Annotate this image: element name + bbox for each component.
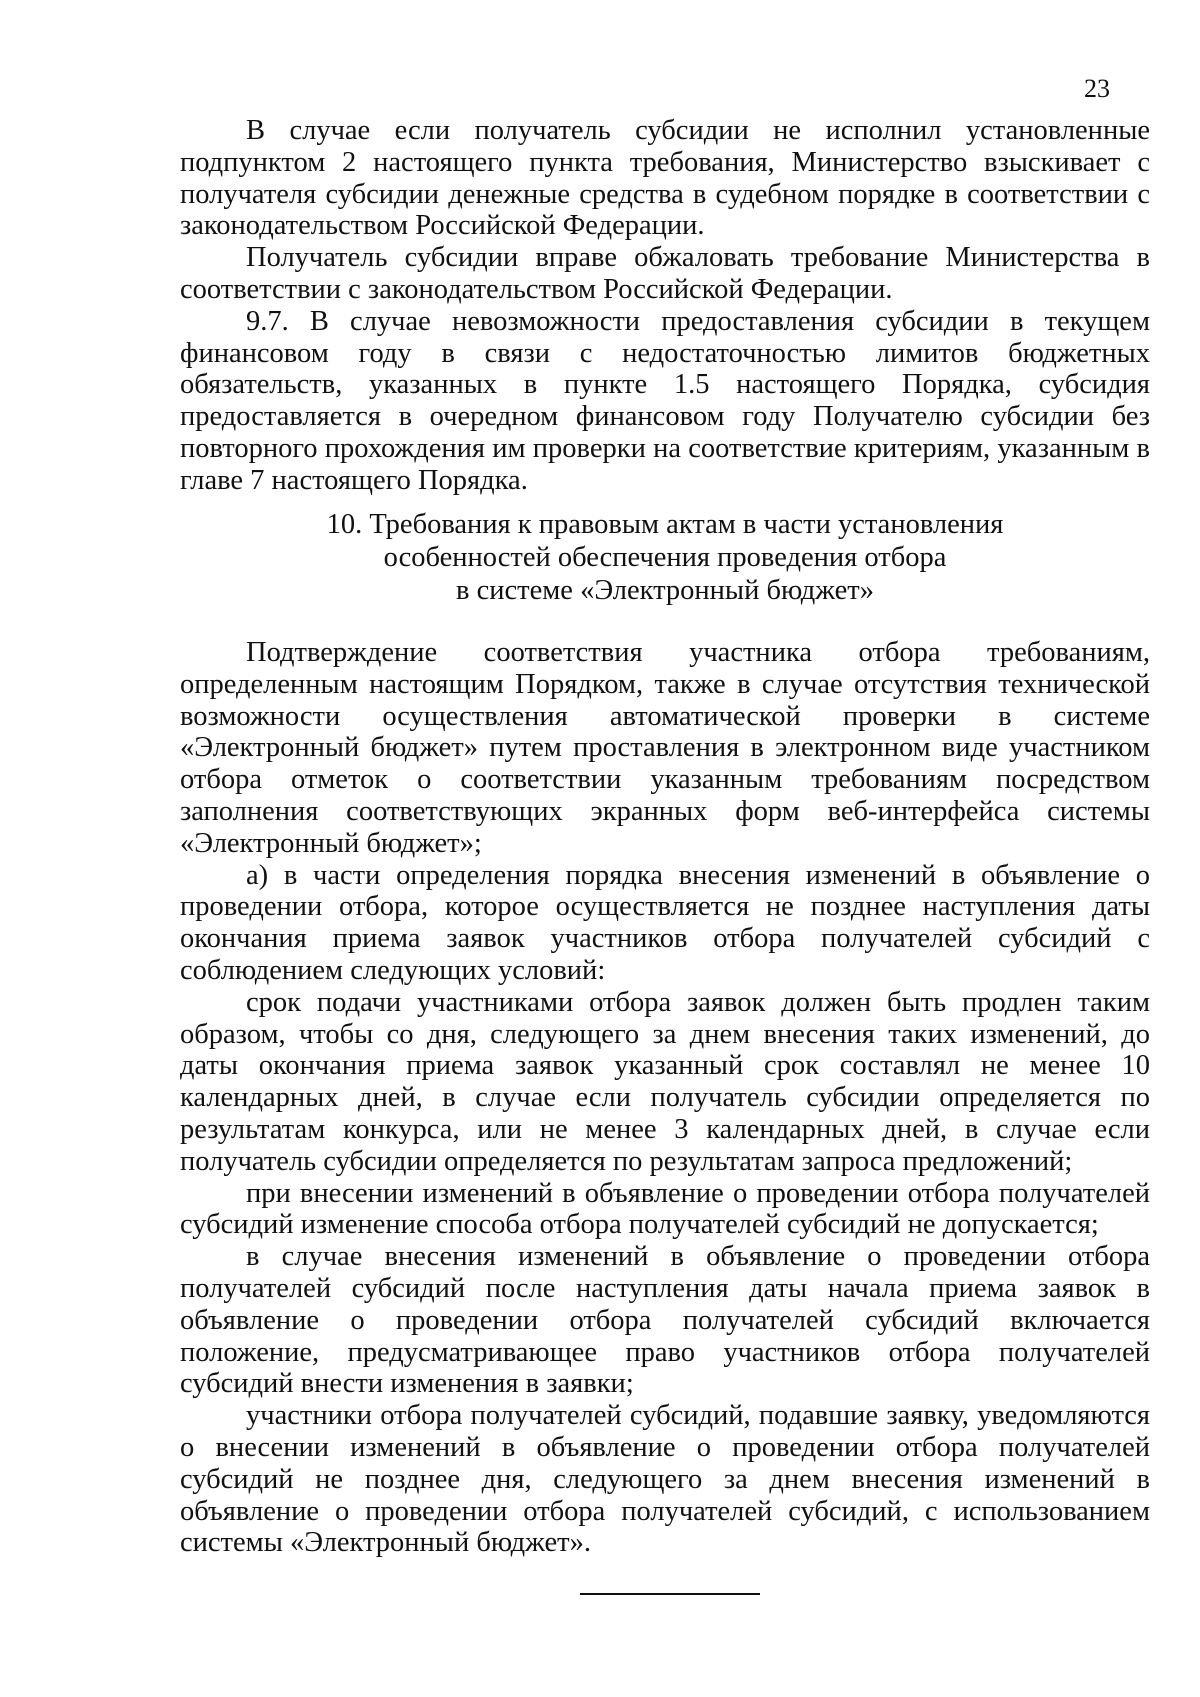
end-of-document-rule <box>580 1593 760 1595</box>
paragraph-method-change: при внесении изменений в объявление о проведении отбора получателей субсидий изменение способа отбора получателей субсидий не допускается; <box>180 1177 1150 1241</box>
paragraph-deadline-extension: срок подачи участниками отбора заявок должен быть продлен таким образом, чтобы со дня, следующего за днем внесения таких изменений, до даты окончания приема заявок указанный срок составлял не менее 10 календарных дней, в случае если получатель субсидии определяется по результатам конкурса, или не менее 3 календарных дней, в случае если получатель субсидии определяется по результатам запроса предложений; <box>180 986 1150 1177</box>
section-heading-line: 10. Требования к правовым актам в части установления <box>326 509 1004 540</box>
paragraph-9-7: 9.7. В случае невозможности предоставления субсидии в текущем финансовом году в связи с недостаточностью лимитов бюджетных обязательств, указанных в пункте 1.5 настоящего Порядка, субсидия предоставляется в очередном финансовом году Получателю субсидии без повторного прохождения им проверки на соответствие критериям, указанным в главе 7 настоящего Порядка. <box>180 305 1150 496</box>
section-heading-line: особенностей обеспечения проведения отбора <box>383 542 947 573</box>
page-number: 23 <box>1084 74 1110 103</box>
paragraph-appeal-right: Получатель субсидии вправе обжаловать требование Министерства в соответствии с законодательством Российской Федерации. <box>180 242 1150 305</box>
paragraph-confirmation: Подтверждение соответствия участника отбора требованиям, определенным настоящим Порядком, также в случае отсутствия технической возможности осуществления автоматической проверки в системе «Электронный бюджет» путем проставления в электронном виде участником отбора отметок о соответствии указанным требованиям посредством заполнения соответствующих экранных форм веб-интерфейса системы «Электронный бюджет»; <box>180 637 1150 859</box>
bottom-text-block <box>180 637 1150 1559</box>
paragraph-notification: участники отбора получателей субсидий, подавшие заявку, уведомляются о внесении изменений в объявление о проведении отбора получателей субсидий не позднее дня, следующего за днем внесения изменений в объявление о проведении отбора получателей субсидий, с использованием системы «Электронный бюджет». <box>180 1400 1150 1559</box>
paragraph-after-start-date: в случае внесения изменений в объявление о проведении отбора получателей субсидий после наступления даты начала приема заявок в объявление о проведении отбора получателей субсидий включается положение, предусматривающее право участников отбора получателей субсидий внести изменения в заявки; <box>180 1241 1150 1400</box>
paragraph-item-a: а) в части определения порядка внесения изменений в объявление о проведении отбора, которое осуществляется не позднее наступления даты окончания приема заявок участников отбора получателей субсидий с соблюдением следующих условий: <box>180 859 1150 986</box>
section-10-heading <box>180 508 1150 607</box>
section-heading-line: в системе «Электронный бюджет» <box>456 575 874 606</box>
paragraph-collection-clause: В случае если получатель субсидии не исполнил установленные подпунктом 2 настоящего пункта требования, Министерство взыскивает с получателя субсидии денежные средства в судебном порядке в соответствии с законодательством Российской Федерации. <box>180 115 1150 242</box>
top-text-block <box>180 115 1150 497</box>
